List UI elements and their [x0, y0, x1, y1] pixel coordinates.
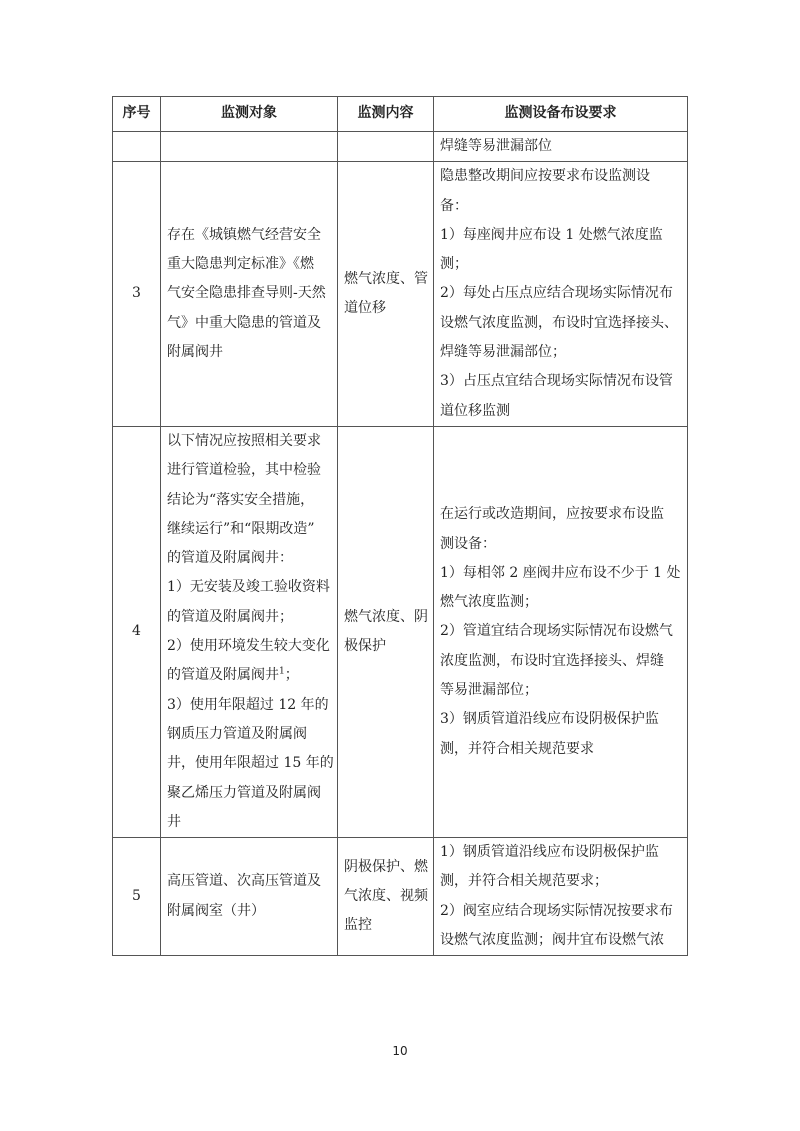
- object-line: 1）无安装及竣工验收资料: [167, 579, 330, 596]
- object-line: 的管道及附属阀井；: [167, 608, 293, 625]
- content-line: 燃气浓度、管: [344, 270, 428, 287]
- requirement-line: 3）占压点宜结合现场实际情况布设管: [440, 373, 673, 390]
- content-line: 阴极保护、燃: [344, 858, 428, 875]
- requirement-line: 测，并符合相关规范要求；: [440, 873, 608, 890]
- row-requirement: [434, 132, 688, 162]
- requirement-line: 2）每处占压点应结合现场实际情况布: [440, 285, 673, 302]
- row-object: [161, 426, 338, 837]
- content-line: 燃气浓度、阴: [344, 608, 428, 625]
- row-content: [338, 162, 434, 427]
- object-line: [167, 661, 331, 690]
- object-line: 气安全隐患排查导则-天然: [167, 285, 326, 302]
- object-line: 2）使用环境发生较大变化: [167, 638, 330, 655]
- object-line: 进行管道检验，其中检验: [167, 462, 321, 479]
- page-number: 10: [392, 1044, 408, 1058]
- table-row: [113, 426, 688, 837]
- requirement-line: 焊缝等易泄漏部位；: [440, 344, 566, 361]
- requirement-line: 2）阀室应结合现场实际情况按要求布: [440, 902, 673, 919]
- requirement-line: 浓度监测，布设时宜选择接头、焊缝: [440, 652, 664, 669]
- object-line-text: 的管道及附属阀井: [167, 667, 279, 684]
- table-header-row: [113, 97, 688, 132]
- object-line: 附属阀室（井）: [167, 902, 265, 919]
- monitoring-requirements-table: [112, 96, 688, 956]
- requirement-line: 3）钢质管道沿线应布设阴极保护监: [440, 711, 659, 728]
- row-object: [161, 162, 338, 427]
- requirement-line: 燃气浓度监测；: [440, 594, 538, 611]
- requirement-line: 2）管道宜结合现场实际情况布设燃气: [440, 623, 673, 640]
- requirement-line: 在运行或改造期间，应按要求布设监: [440, 506, 664, 523]
- object-line: 以下情况应按照相关要求: [167, 432, 321, 449]
- object-line: 3）使用年限超过 12 年的: [167, 696, 329, 713]
- requirement-line: 1）钢质管道沿线应布设阴极保护监: [440, 844, 659, 861]
- object-line: 井: [167, 813, 181, 830]
- row-object: [161, 838, 338, 956]
- row-requirement: [434, 426, 688, 837]
- header-device-requirements: 监测设备布设要求: [434, 97, 688, 132]
- content-line: 气浓度、视频: [344, 888, 428, 905]
- object-line: 聚乙烯压力管道及附属阀: [167, 784, 321, 801]
- content-line: 监控: [344, 917, 372, 934]
- row-content: [338, 132, 434, 162]
- row-number: 3: [113, 162, 161, 427]
- table-row: [113, 132, 688, 162]
- object-line: 存在《城镇燃气经营安全: [167, 226, 321, 243]
- row-number: 4: [113, 426, 161, 837]
- object-line: 钢质压力管道及附属阀: [167, 725, 307, 742]
- object-line: 井，使用年限超过 15 年的: [167, 755, 334, 772]
- requirement-line: 焊缝等易泄漏部位: [440, 138, 552, 154]
- requirement-line: 等易泄漏部位；: [440, 681, 538, 698]
- requirement-line: 1）每相邻 2 座阀井应布设不少于 1 处: [440, 564, 681, 581]
- requirement-line: 测设备：: [440, 535, 496, 552]
- object-line: 的管道及附属阀井：: [167, 550, 293, 567]
- object-line: 气》中重大隐患的管道及: [167, 314, 321, 331]
- requirement-line: 设燃气浓度监测；阀井宜布设燃气浓: [440, 932, 664, 949]
- content-line: 道位移: [344, 300, 386, 317]
- row-number: 5: [113, 838, 161, 956]
- row-content: [338, 426, 434, 837]
- object-line: 结论为“落实安全措施，: [167, 491, 315, 508]
- row-requirement: [434, 838, 688, 956]
- row-number: [113, 132, 161, 162]
- requirement-line: 道位移监测: [440, 402, 510, 419]
- requirement-line: 备：: [440, 197, 468, 214]
- object-line-tail: ；: [284, 667, 299, 684]
- object-line: 重大隐患判定标准》《燃: [167, 256, 314, 273]
- footnote-marker: 1: [279, 666, 285, 677]
- table-row: [113, 838, 688, 956]
- table-row: [113, 162, 688, 427]
- object-line: 附属阀井: [167, 344, 223, 361]
- row-object: [161, 132, 338, 162]
- content-line: 极保护: [344, 638, 386, 655]
- requirement-line: 设燃气浓度监测，布设时宜选择接头、: [440, 314, 678, 331]
- row-requirement: [434, 162, 688, 427]
- requirement-line: 测；: [440, 256, 468, 273]
- requirement-line: 1）每座阀井应布设 1 处燃气浓度监: [440, 226, 663, 243]
- requirement-line: 隐患整改期间应按要求布设监测设: [440, 168, 650, 185]
- header-monitoring-object: 监测对象: [161, 97, 338, 132]
- requirement-line: 测，并符合相关规范要求: [440, 740, 594, 757]
- object-line: 继续运行”和“限期改造”: [167, 520, 315, 537]
- header-serial-number: 序号: [113, 97, 161, 132]
- object-line: 高压管道、次高压管道及: [167, 873, 321, 890]
- row-content: [338, 838, 434, 956]
- header-monitoring-content: 监测内容: [338, 97, 434, 132]
